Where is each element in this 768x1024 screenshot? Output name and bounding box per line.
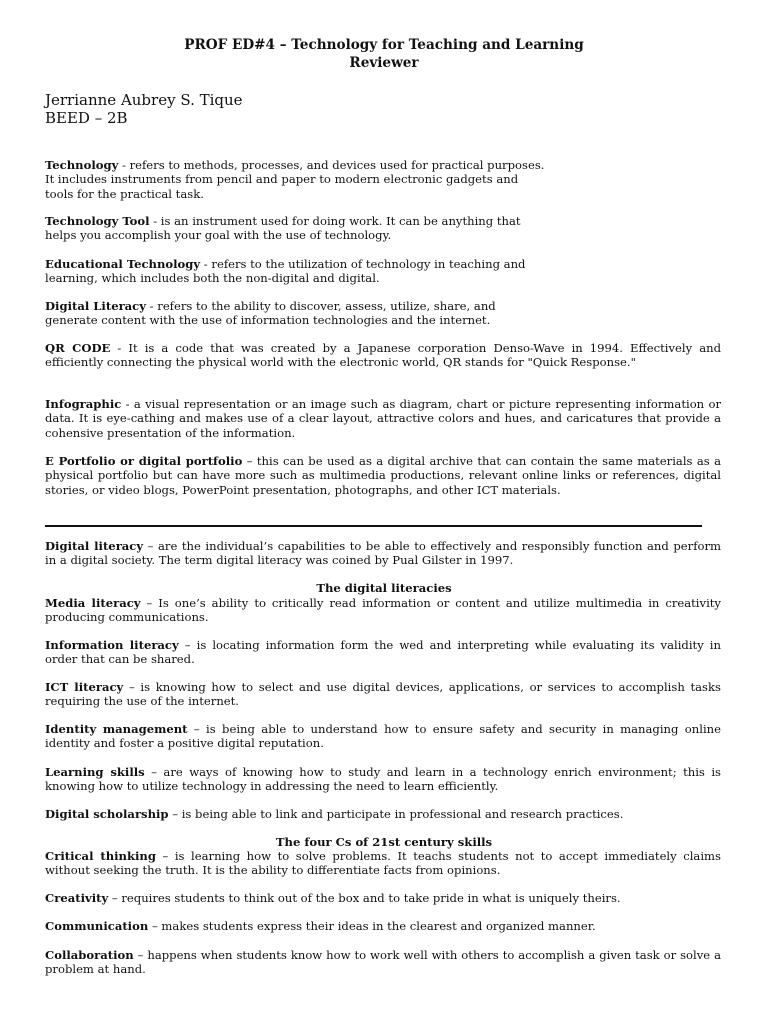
- skill-text: – makes students express their ideas in the clearest and organized manner.: [148, 919, 596, 933]
- definition-technology: [45, 158, 721, 201]
- definition-term: Digital Literacy: [45, 299, 146, 313]
- definition-technology-tool: [45, 214, 721, 243]
- definition-term: Technology: [45, 158, 119, 172]
- literacy-ict: [45, 680, 721, 709]
- definition-term: Technology Tool: [45, 214, 150, 228]
- four-cs-heading: The four Cs of 21st century skills: [275, 835, 493, 849]
- definition-term: E Portfolio or digital portfolio: [45, 454, 243, 468]
- definition-term: Infographic: [45, 397, 122, 411]
- definition-text: – are the individual’s capabilities to be able to effectively and responsibly function and perform in a digital society. The term digital literacy was coined by Pual Gilster in 1997.: [45, 539, 721, 568]
- skill-term: Collaboration: [45, 948, 134, 962]
- title-line-1: PROF ED#4 – Technology for Teaching and Learning: [184, 37, 584, 53]
- literacy-text: – Is one’s ability to critically read information or content and utilize multimedia in creativity producing communications.: [45, 596, 721, 625]
- definition-educational-technology: [45, 257, 721, 286]
- author-section: BEED – 2B: [45, 109, 128, 127]
- skill-communication: [45, 919, 721, 933]
- literacy-term: ICT literacy: [45, 680, 124, 694]
- definition-text: - It is a code that was created by a Japanese corporation Denso-Wave in 1994. Effectively and efficiently connecting the physical world with the electronic world, QR stands for "Quick Response.": [45, 341, 721, 370]
- definition-infographic: [45, 397, 721, 440]
- literacy-text: – is locating information form the wed and interpreting while evaluating its validity in order that can be shared.: [45, 638, 721, 667]
- literacy-term: Media literacy: [45, 596, 141, 610]
- definition-term: Digital literacy: [45, 539, 144, 553]
- document-title: [0, 36, 768, 72]
- definition-term: QR CODE: [45, 341, 111, 355]
- literacy-term: Learning skills: [45, 765, 145, 779]
- literacy-term: Identity management: [45, 722, 188, 736]
- definition-text: - refers to the ability to discover, assess, utilize, share, and generate content with the use of information technologies and the internet.: [45, 299, 496, 328]
- skill-critical-thinking: [45, 849, 721, 878]
- literacy-learning-skills: [45, 765, 721, 794]
- definition-term: Educational Technology: [45, 257, 201, 271]
- skill-text: – is learning how to solve problems. It teachs students not to accept immediately claims without seeking the truth. It is the ability to differentiate facts from opinions.: [45, 849, 721, 878]
- section-divider: [45, 525, 702, 527]
- skill-term: Communication: [45, 919, 149, 933]
- literacy-text: – are ways of knowing how to study and learn in a technology enrich environment; this is knowing how to utilize technology in addressing the need to learn efficiently.: [45, 765, 721, 794]
- literacy-information: [45, 638, 721, 667]
- skill-text: – happens when students know how to work well with others to accomplish a given task or solve a problem at hand.: [45, 948, 721, 977]
- definition-qr-code: [45, 341, 721, 370]
- definition-e-portfolio: [45, 454, 721, 497]
- literacy-text: – is being able to understand how to ensure safety and security in managing online identity and foster a positive digital reputation.: [45, 722, 721, 751]
- digital-literacy-paragraph: [45, 539, 721, 568]
- literacy-term: Digital scholarship: [45, 807, 169, 821]
- digital-literacies-heading: The digital literacies: [316, 581, 452, 595]
- definition-text: - refers to methods, processes, and devices used for practical purposes. It includes instruments from pencil and paper to modern electronic gadgets and tools for the practical task.: [45, 158, 545, 201]
- skill-term: Critical thinking: [45, 849, 156, 863]
- author-block: [45, 91, 243, 127]
- author-name: Jerrianne Aubrey S. Tique: [45, 91, 243, 109]
- definition-text: - refers to the utilization of technology in teaching and learning, which includes both the non-digital and digital.: [45, 257, 526, 286]
- skill-text: – requires students to think out of the box and to take pride in what is uniquely theirs.: [108, 891, 621, 905]
- skill-creativity: [45, 891, 721, 905]
- definition-text: – this can be used as a digital archive that can contain the same materials as a physical portfolio but can have more such as multimedia productions, relevant online links or references, digital stories, or video blogs, PowerPoint presentation, photographs, and other ICT materials.: [45, 454, 722, 497]
- literacy-digital-scholarship: [45, 807, 721, 821]
- definition-digital-literacy: [45, 299, 721, 328]
- title-line-2: Reviewer: [349, 55, 419, 71]
- literacy-term: Information literacy: [45, 638, 179, 652]
- definition-text: - is an instrument used for doing work. It can be anything that helps you accomplish your goal with the use of technology.: [45, 214, 521, 243]
- definition-text: - a visual representation or an image such as diagram, chart or picture representing information or data. It is eye-cathing and makes use of a clear layout, attractive colors and hues, and caricatures that provide a cohensive presentation of the information.: [45, 397, 721, 440]
- literacy-media: [45, 596, 721, 625]
- skill-collaboration: [45, 948, 721, 977]
- skill-term: Creativity: [45, 891, 109, 905]
- literacy-identity-management: [45, 722, 721, 751]
- literacy-text: – is being able to link and participate in professional and research practices.: [168, 807, 624, 821]
- literacy-text: – is knowing how to select and use digital devices, applications, or services to accomplish tasks requiring the use of the internet.: [45, 680, 721, 709]
